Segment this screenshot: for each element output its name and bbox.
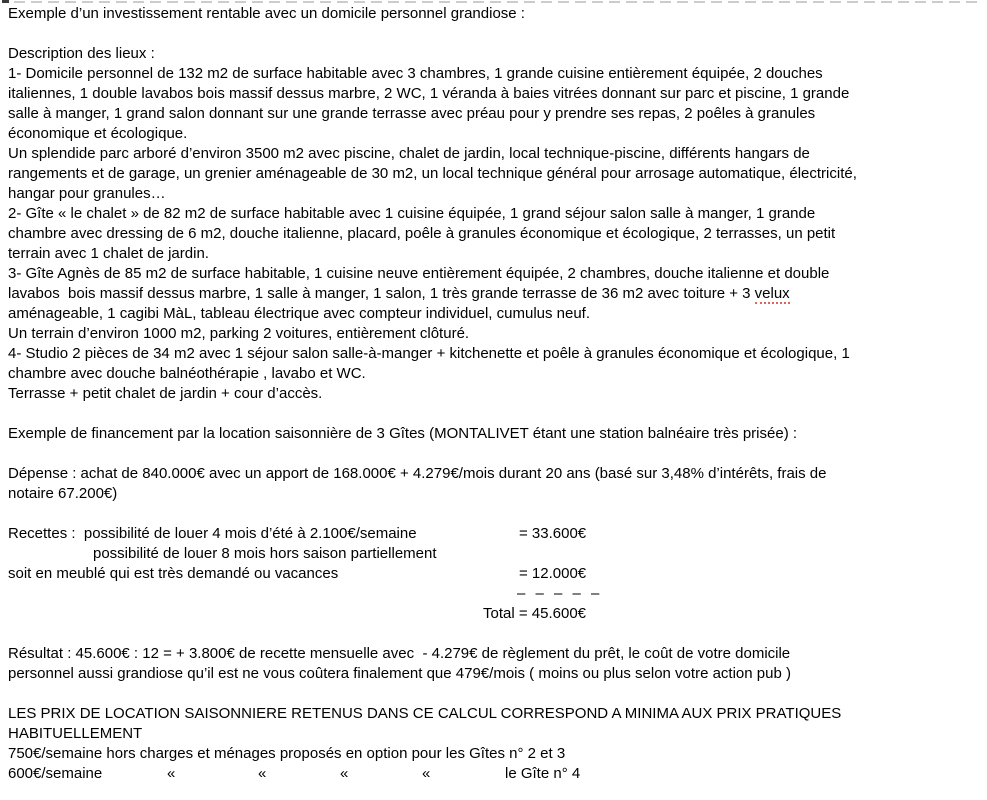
text-line: Un terrain d’environ 1000 m2, parking 2 voitures, entièrement clôturé. [8, 325, 470, 342]
blank-line [8, 24, 983, 44]
blank-line [8, 444, 983, 464]
line-text: possibilité de louer 8 mois hors saison partiellement [93, 545, 437, 562]
text-line: personnel aussi grandiose qu’il est ne vous coûtera finalement que 479€/mois ( moins ou plus selon votre action pub ) [8, 665, 791, 682]
line-text: le Gîte n° 4 [505, 765, 581, 782]
line-text: soit en meublé qui est très demandé ou vacances [8, 565, 339, 582]
line-text: lavabos bois massif dessus marbre, 1 salle à manger, 1 salon, 1 très grande terrasse de 36 m2 avec toiture + 3 [8, 285, 755, 302]
ditto-mark: « [258, 765, 267, 782]
ditto-mark: « [167, 765, 176, 782]
text-line: Exemple d’un investissement rentable avec un domicile personnel grandiose : [8, 5, 525, 22]
text-line: notaire 67.200€) [8, 485, 118, 502]
text-line: 4- Studio 2 pièces de 34 m2 avec 1 séjour salon salle-à-manger + kitchenette et poêle à granules économique et écologique, 1 [8, 345, 850, 362]
line-text: Recettes : possibilité de louer 4 mois d’été à 2.100€/semaine [8, 525, 417, 542]
ditto-mark: « [340, 765, 349, 782]
text-line: HABITUELLEMENT [8, 725, 143, 742]
text-line: 1- Domicile personnel de 132 m2 de surface habitable avec 3 chambres, 1 grande cuisine entièrement équipée, 2 douches [8, 65, 823, 82]
misspelled-word[interactable]: velux [754, 285, 790, 302]
text-line: LES PRIX DE LOCATION SAISONNIERE RETENUS DANS CE CALCUL CORRESPOND A MINIMA AUX PRIX PRATIQUES [8, 705, 842, 722]
text-line: Exemple de financement par la location saisonnière de 3 Gîtes (MONTALIVET étant une station balnéaire très prisée) : [8, 425, 798, 442]
text-line: chambre avec dressing de 6 m2, douche italienne, placard, poêle à granules économique et écologique, 2 terrasses, un petit [8, 225, 836, 242]
text-line: Dépense : achat de 840.000€ avec un apport de 168.000€ + 4.279€/mois durant 20 ans (basé sur 3,48% d’intérêts, frais de [8, 465, 827, 482]
text-line: Terrasse + petit chalet de jardin + cour d’accès. [8, 385, 323, 402]
ditto-mark: « [422, 765, 431, 782]
document-body[interactable] [8, 4, 983, 784]
text-line: Description des lieux : [8, 45, 155, 62]
sum-separator-dashes: – – – – – [517, 585, 603, 602]
text-line: 2- Gîte « le chalet » de 82 m2 de surface habitable avec 1 cuisine équipée, 1 grand séjour salon salle à manger, 1 grande [8, 205, 816, 222]
text-line: salle à manger, 1 grand salon donnant sur une grande terrasse avec préau pour y prendre ses repas, 2 poêles à granules [8, 105, 816, 122]
blank-line [8, 684, 983, 704]
text-line: chambre avec douche balnéothérapie , lavabo et WC. [8, 365, 366, 382]
text-line: économique et écologique. [8, 125, 188, 142]
text-line: terrain avec 1 chalet de jardin. [8, 245, 209, 262]
text-line: 3- Gîte Agnès de 85 m2 de surface habitable, 1 cuisine neuve entièrement équipée, 2 chambres, douche italienne et double [8, 265, 830, 282]
text-line [8, 524, 983, 544]
text-line [8, 284, 983, 304]
text-line [8, 604, 983, 624]
text-line [8, 764, 983, 784]
text-line: hangar pour granules… [8, 185, 166, 202]
amount-value: = 33.600€ [519, 525, 587, 542]
text-line: rangements et de garage, un grenier aménageable de 30 m2, un local technique général pour arrosage automatique, électricité, [8, 165, 857, 182]
clipped-text-fragment [2, 0, 9, 3]
text-line: Un splendide parc arboré d’environ 3500 m2 avec piscine, chalet de jardin, local technique-piscine, différents hangars de [8, 145, 810, 162]
clipped-content-artifact [0, 0, 987, 3]
amount-value: = 12.000€ [519, 565, 587, 582]
text-line: 750€/semaine hors charges et ménages proposés en option pour les Gîtes n° 2 et 3 [8, 745, 566, 762]
blank-line [8, 404, 983, 424]
line-text: 600€/semaine [8, 765, 103, 782]
blank-line [8, 624, 983, 644]
total-value: Total = 45.600€ [483, 605, 587, 622]
text-line: Résultat : 45.600€ : 12 = + 3.800€ de recette mensuelle avec - 4.279€ de règlement du prêt, le coût de votre domicile [8, 645, 791, 662]
text-line: italiennes, 1 double lavabos bois massif dessus marbre, 2 WC, 1 véranda à baies vitrées donnant sur parc et piscine, 1 grande [8, 85, 850, 102]
text-line [8, 564, 983, 584]
text-line [8, 544, 983, 564]
blank-line [8, 504, 983, 524]
text-line [8, 584, 983, 604]
text-line: aménageable, 1 cagibi MàL, tableau électrique avec compteur individuel, cumulus neuf. [8, 305, 591, 322]
clipped-text-fragment [14, 1, 983, 3]
